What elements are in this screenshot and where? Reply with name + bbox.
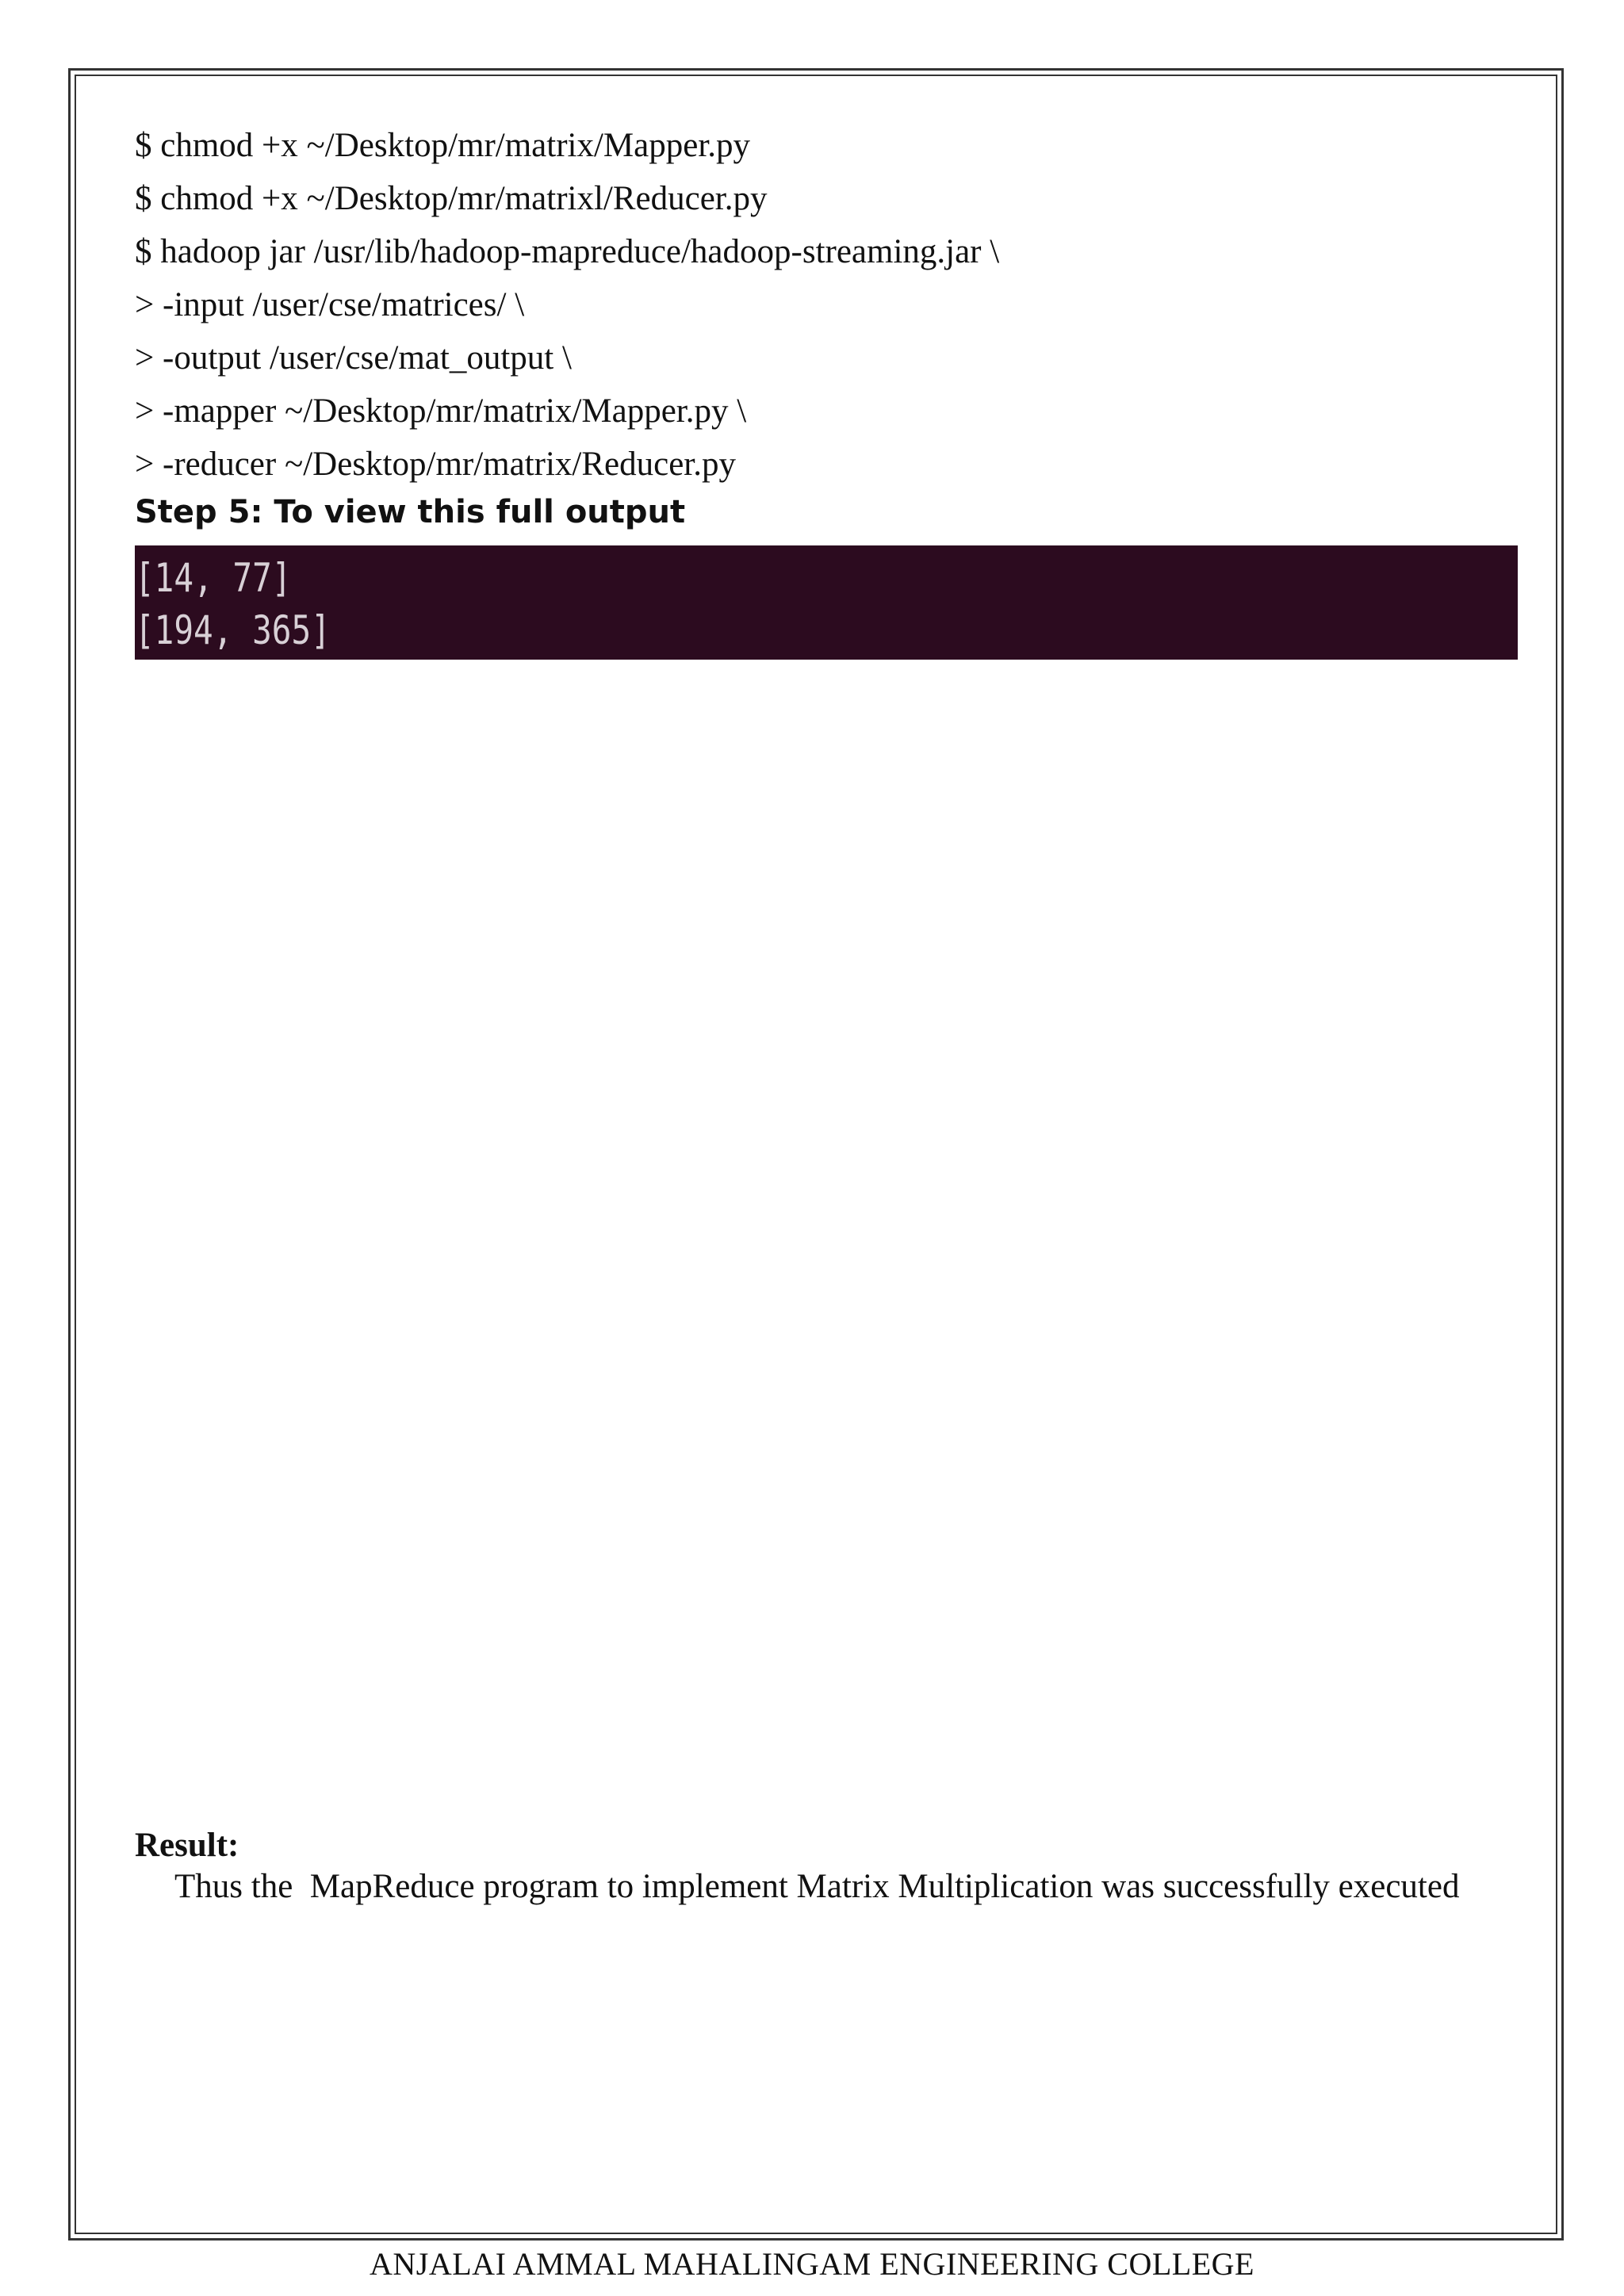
step-heading: Step 5: To view this full output xyxy=(135,494,686,530)
page-footer: ANJALAI AMMAL MAHALINGAM ENGINEERING COLLEGE xyxy=(370,2246,1254,2282)
command-listing xyxy=(135,119,999,491)
command-line: $ chmod +x ~/Desktop/mr/matrixl/Reducer.py xyxy=(135,180,768,217)
result-text: Thus the MapReduce program to implement Matrix Multiplication was successfully executed xyxy=(174,1868,1460,1905)
command-line: $ chmod +x ~/Desktop/mr/matrix/Mapper.py xyxy=(135,127,751,164)
command-line: > -mapper ~/Desktop/mr/matrix/Mapper.py \ xyxy=(135,392,747,430)
terminal-output-line: [194, 365] xyxy=(135,607,331,653)
terminal-output-line: [14, 77] xyxy=(135,555,292,601)
command-line: > -input /user/cse/matrices/ \ xyxy=(135,286,525,323)
command-line: $ hadoop jar /usr/lib/hadoop-mapreduce/hadoop-streaming.jar \ xyxy=(135,233,1000,270)
command-line: > -reducer ~/Desktop/mr/matrix/Reducer.py xyxy=(135,446,736,483)
result-heading: Result: xyxy=(135,1827,239,1864)
command-line: > -output /user/cse/mat_output \ xyxy=(135,339,572,377)
terminal-output-screenshot xyxy=(135,545,1518,660)
